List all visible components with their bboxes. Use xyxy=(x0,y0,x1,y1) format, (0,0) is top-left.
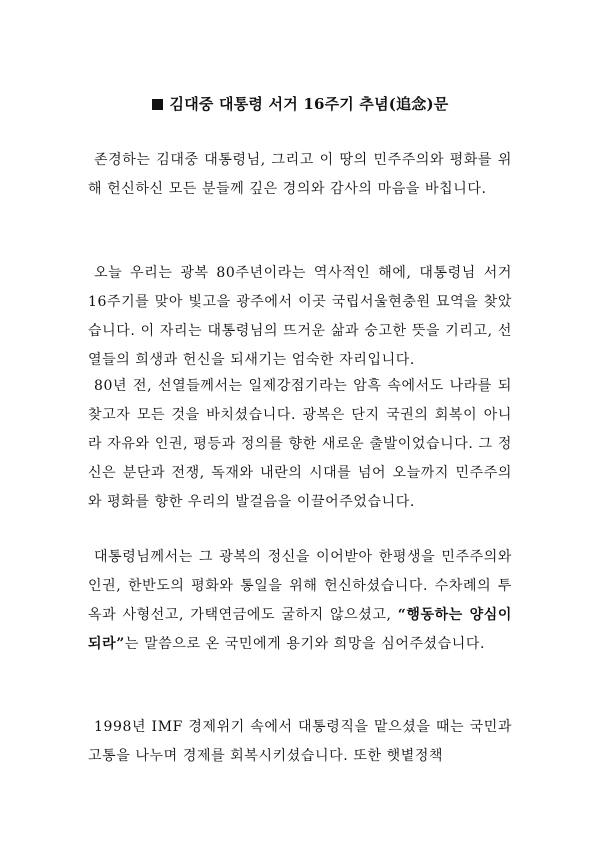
black-square-bullet-icon xyxy=(152,99,163,110)
paragraph-text: 1998년 IMF 경제위기 속에서 대통령직을 맡으셨을 때는 국민과 고통을 나누며 경제를 회복시키셨습니다. 또한 햇볕정책 xyxy=(88,719,512,764)
document-title xyxy=(0,93,600,115)
paragraph-text: 오늘 우리는 광복 80주년이라는 역사적인 해에, 대통령님 서거 16주기를 맞아 빛고을 광주에서 이곳 국립서울현충원 묘역을 찾았습니다. 이 자리는 대통령님의 뜨거운 삶과 숭고한 뜻을 기리고, 선열들의 희생과 헌신을 되새기는 엄숙한 자리입니다. xyxy=(88,265,512,368)
paragraph-text-before-quote: 대통령님께서는 그 광복의 정신을 이어받아 한평생을 민주주의와 인권, 한반도의 평화와 통일을 위해 헌신하셨습니다. 수차례의 투옥과 사형선고, 가택연금에도 굴하지 않으셨고, xyxy=(88,549,512,623)
paragraph-text: 80년 전, 선열들께서는 일제강점기라는 암흑 속에서도 나라를 되찾고자 모든 것을 바치셨습니다. 광복은 단지 국권의 회복이 아니라 자유와 인권, 평등과 정의를 향한 새로운 출발이었습니다. 그 정신은 분단과 전쟁, 독재와 내란의 시대를 넘어 오늘까지 민주주의와 평화를 향한 우리의 발걸음을 이끌어주었습니다. xyxy=(88,378,512,510)
paragraph-text xyxy=(88,543,512,659)
paragraph-text-after-quote: 는 말씀으로 온 국민에게 용기와 희망을 심어주셨습니다. xyxy=(124,636,486,652)
paragraph-4 xyxy=(88,543,512,659)
paragraph-text: 존경하는 김대중 대통령님, 그리고 이 땅의 민주주의와 평화를 위해 헌신하신 모든 분들께 깊은 경의와 감사의 마음을 바칩니다. xyxy=(88,152,512,197)
paragraph-3 xyxy=(88,372,512,517)
paragraph-5 xyxy=(88,713,512,771)
bold-quote: “행동하는 양심이 되라” xyxy=(88,607,512,652)
paragraph-2 xyxy=(88,259,512,375)
paragraph-1 xyxy=(88,146,512,204)
title-text: 김대중 대통령 서거 16주기 추념(追念)문 xyxy=(169,95,449,113)
